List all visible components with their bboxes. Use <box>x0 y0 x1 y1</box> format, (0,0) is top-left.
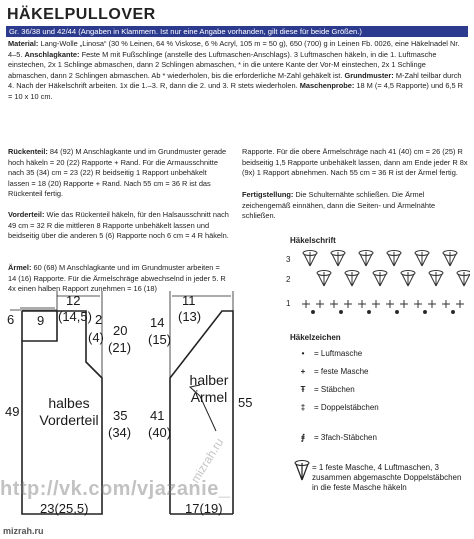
legend-dtr-text: = 3fach-Stäbchen <box>314 433 377 442</box>
maschenprobe-text: 18 M (= 4,5 Rapporte) und 6,5 R = 10 x 10 cm. <box>8 81 463 101</box>
chart-sc-row1 <box>330 300 338 308</box>
front-piece-label <box>34 395 104 429</box>
chart-chain-row1 <box>452 311 455 314</box>
chart-sc-row1 <box>358 300 366 308</box>
chart-row-label-1: 1 <box>286 299 291 308</box>
chart-cluster-row3 <box>304 252 316 266</box>
chart-cluster-row3 <box>444 252 456 266</box>
aermel-continued-paragraph <box>242 147 470 179</box>
front-total-height: 49 <box>5 404 20 419</box>
anschlag-label: Anschlagkante: <box>24 49 80 59</box>
chart-cluster-row2 <box>318 272 330 286</box>
chart-sc-row1 <box>400 300 408 308</box>
ruecken-label: Rückenteil: <box>8 147 48 156</box>
vorderteil-paragraph <box>8 210 230 242</box>
legend-chain <box>292 348 362 360</box>
front-label-line2: Vorderteil <box>39 412 99 428</box>
fertigstellung-paragraph <box>242 190 470 222</box>
chart-cluster-row3 <box>416 252 428 266</box>
cluster-icon <box>292 460 312 482</box>
vk-watermark: http://vk.com/vjazanie_ <box>0 478 231 500</box>
chart-sc-row1 <box>372 300 380 308</box>
legend-tr <box>292 402 379 414</box>
sleeve-top-width-alt: (13) <box>178 309 202 324</box>
ruecken-text: 84 (92) M Anschlagkante und im Grundmuster gerade hoch häkeln = 20 (22) Rapporte + Rand. Für die Armausschnitte nach 35 (34) cm = 23 (22) R beidseitig 1 Rapport unbehäkelt lassen = 18 (20) Rapporte + Rand. Nach 55 cm = 36 R ist das Rückenteil fertig. <box>8 147 227 198</box>
chart-cluster-row3 <box>332 252 344 266</box>
chart-chain-row1 <box>368 311 371 314</box>
chart-sc-row1 <box>414 300 422 308</box>
sleeve-label-line2: Ärmel <box>190 389 228 405</box>
legend-sc <box>292 366 368 378</box>
front-top-width: 12 <box>66 293 81 308</box>
front-armhole-height: 20 <box>113 323 128 338</box>
chart-row-label-3: 3 <box>286 255 291 264</box>
sleeve-side-height: 41 <box>150 408 165 423</box>
chart-cluster-row2 <box>430 272 442 286</box>
triple-treble-icon: ⨎ <box>300 433 306 442</box>
chart-cluster-row2 <box>374 272 386 286</box>
front-side-height-alt: (34) <box>108 425 132 440</box>
chart-chain-row1 <box>312 311 315 314</box>
legend-title: Häkelzeichen <box>290 333 341 342</box>
chart-chain-row1 <box>424 311 427 314</box>
chart-sc-row1 <box>344 300 352 308</box>
ruecken-paragraph <box>8 147 230 200</box>
intro-paragraph <box>8 39 468 102</box>
legend-tr-text: = Doppelstäbchen <box>314 403 379 412</box>
legend-dc-text: = Stäbchen <box>314 385 355 394</box>
treble-crochet-icon: ‡ <box>300 403 306 412</box>
sleeve-total-height: 55 <box>238 395 253 410</box>
front-armhole-width-alt: (4) <box>88 330 104 345</box>
crochet-chart <box>284 248 470 318</box>
legend-dc <box>292 384 355 396</box>
aermel-label: Ärmel: <box>8 263 32 272</box>
chart-row-label-2: 2 <box>286 275 291 284</box>
material-label: Material: <box>8 39 39 48</box>
mizrah-watermark: mizrah.ru <box>3 526 44 536</box>
chart-cluster-row2 <box>402 272 414 286</box>
chart-cluster-row2 <box>346 272 358 286</box>
front-neck-depth: 6 <box>7 312 15 327</box>
sleeve-cap-height-alt: (15) <box>148 332 172 347</box>
front-armhole-width: 2 <box>95 312 103 327</box>
legend-cluster-text: = 1 feste Masche, 4 Luftmaschen, 3 zusammen abgemaschte Doppelstäbchen in die feste Masche häkeln <box>312 463 462 492</box>
chart-cluster-row3 <box>388 252 400 266</box>
anschlag-text: Feste M mit Fußschlinge (anstelle des Luftmaschen-Anschlags). 3 Luftmaschen häkeln, in die 1. Luftmasche einstechen, 2x 1 Schlinge abmaschen, dann 2 Schlingen abmaschen, * in die untere Kante der Vor-M einstechen, 2x 1 Schlinge abmaschen, dann 2 Schlingen abmaschen. Ab * wiederholen, bis die erforderliche M-Zahl gehäkelt ist. <box>8 49 437 80</box>
diagonal-watermark: mizrah.ru <box>188 435 227 486</box>
maschenprobe-label: Maschenprobe: <box>299 81 355 90</box>
chart-sc-row1 <box>316 300 324 308</box>
pattern-title: HÄKELPULLOVER <box>7 6 156 23</box>
sleeve-bottom-width: 17(19) <box>185 501 223 516</box>
front-label-line1: halbes <box>48 395 90 411</box>
front-bottom-width: 23(25,5) <box>40 501 89 516</box>
legend-dtr <box>292 432 377 444</box>
chart-sc-row1 <box>302 300 310 308</box>
legend-chain-text: = Luftmasche <box>314 349 363 358</box>
front-armhole-height-alt: (21) <box>108 340 132 355</box>
aermel-continued-text: Rapporte. Für die obere Ärmelschräge nach 41 (40) cm = 26 (25) R beidseitig 1,5 Rapporte unbehäkelt lassen, dann am Ende jeder R 8x (9x) 1 Rapport abnehmen. Nach 55 cm = 36 R ist der Ärmel fertig. <box>242 147 468 177</box>
single-crochet-icon: + <box>300 367 306 376</box>
chart-sc-row1 <box>428 300 436 308</box>
double-crochet-icon: Ŧ <box>300 385 306 394</box>
vorderteil-text: Wie das Rückenteil häkeln, für den Halsausschnitt nach 49 cm = 32 R die mittleren 8 Rapporte unbehäkelt lassen und beidseitig über die anderen 5 (6) Rapporte noch 6 cm = 4 R häkeln. <box>8 210 229 240</box>
chart-cluster-row2 <box>458 272 470 286</box>
chart-sc-row1 <box>456 300 464 308</box>
grundmuster-label: Grundmuster: <box>344 70 394 80</box>
chart-title: Häkelschrift <box>290 236 336 245</box>
sleeve-side-height-alt: (40) <box>148 425 172 440</box>
sleeve-cap-height: 14 <box>150 315 165 330</box>
sleeve-top-width: 11 <box>182 293 196 308</box>
size-bar: Gr. 36/38 und 42/44 (Angaben in Klammern. Ist nur eine Angabe vorhanden, gilt diese für beide Größen.) <box>6 26 468 37</box>
chain-stitch-icon: • <box>301 349 305 358</box>
chart-sc-row1 <box>386 300 394 308</box>
front-neck-width: 9 <box>37 313 45 328</box>
vorderteil-label: Vorderteil: <box>8 210 45 219</box>
fertigstellung-text: Die Schulternähte schließen. Die Ärmel zeichengemäß einnähen, dann die Seiten- und Ärmelnähte schließen. <box>242 190 436 220</box>
sleeve-piece-label <box>178 372 240 406</box>
fertigstellung-label: Fertigstellung: <box>242 190 294 199</box>
chart-chain-row1 <box>340 311 343 314</box>
front-side-height: 35 <box>113 408 128 423</box>
grundmuster-text: M-Zahl teilbar durch 4. Nach der Häkelschrift arbeiten. 1x die 1.–3. R, dann die 2. und 3. R stets wiederholen. <box>8 70 462 90</box>
material-text: Lang-Wolle „Linosa“ (30 % Leinen, 64 % Viskose, 6 % Acryl, 105 m = 50 g), 650 (700) g in Leinen Fb. 0026, eine Häkelnadel Nr. 4–5. <box>8 39 460 59</box>
aermel-text: 60 (68) M Anschlagkante und im Grundmuster arbeiten = 14 (16) Rapporte. Für die Ärmelschräge abwechselnd in jeder 5. R 4x einen halben Rapport zunehmen = 16 (18) <box>8 263 226 293</box>
chart-chain-row1 <box>396 311 399 314</box>
front-top-width-alt: (14,5) <box>58 309 92 324</box>
chart-sc-row1 <box>442 300 450 308</box>
chart-cluster-row3 <box>360 252 372 266</box>
legend-sc-text: = feste Masche <box>314 367 369 376</box>
sleeve-label-line1: halber <box>189 372 229 388</box>
